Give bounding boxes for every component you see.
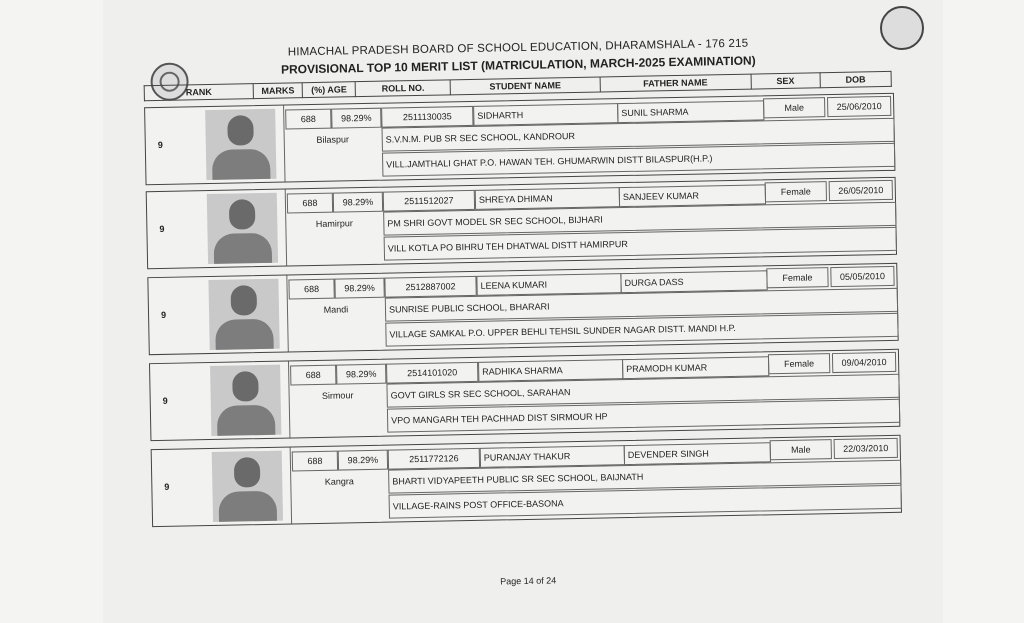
address: VPO MANGARH TEH PACHHAD DIST SIRMOUR HP	[387, 399, 900, 433]
student-name: PURANJAY THAKUR	[480, 445, 625, 468]
sex: Male	[763, 97, 825, 118]
record-1	[144, 93, 895, 185]
student-name: LEENA KUMARI	[476, 273, 621, 296]
rank: 9	[159, 223, 165, 234]
dob: 05/05/2010	[830, 266, 894, 287]
district: Bilaspur	[316, 134, 350, 145]
school: BHARTI VIDYAPEETH PUBLIC SR SEC SCHOOL, BAIJNATH	[388, 460, 901, 494]
district: Sirmour	[321, 390, 354, 401]
record-4	[149, 349, 900, 441]
sex: Female	[766, 267, 828, 288]
student-name: SIDHARTH	[473, 103, 618, 126]
marks: 688	[287, 193, 333, 214]
father-name: DEVENDER SINGH	[624, 442, 771, 465]
record-3	[147, 263, 898, 355]
address: VILLAGE SAMKAL P.O. UPPER BEHLI TEHSIL SUNDER NAGAR DISTT. MANDI H.P.	[385, 313, 898, 347]
record-2	[146, 177, 897, 269]
rank: 9	[160, 309, 167, 320]
marks: 688	[292, 451, 338, 472]
address: VILL KOTLA PO BIHRU TEH DHATWAL DISTT HAMIRPUR	[384, 227, 897, 261]
student-name: SHREYA DHIMAN	[475, 187, 620, 210]
school: PM SHRI GOVT MODEL SR SEC SCHOOL, BIJHARI	[383, 202, 896, 236]
marks: 688	[290, 365, 336, 386]
district: Kangra	[324, 476, 354, 487]
dob: 22/03/2010	[834, 438, 898, 459]
father-name: SUNIL SHARMA	[617, 100, 764, 123]
board-name: HIMACHAL PRADESH BOARD OF SCHOOL EDUCATION, DHARAMSHALA - 176 215	[287, 37, 749, 59]
school: SUNRISE PUBLIC SCHOOL, BHARARI	[385, 288, 898, 322]
father-name: DURGA DASS	[620, 270, 767, 293]
seal-stamp	[880, 6, 924, 50]
address: VILL.JAMTHALI GHAT P.O. HAWAN TEH. GHUMARWIN DISTT BILASPUR(H.P.)	[382, 143, 895, 177]
district: Mandi	[323, 304, 349, 315]
roll-no: 2511512027	[383, 190, 475, 212]
col-roll: ROLL NO.	[355, 80, 450, 97]
col-rank: RANK	[144, 84, 253, 101]
father-name: SANJEEV KUMAR	[619, 184, 766, 207]
dob: 26/05/2010	[829, 180, 893, 201]
school: GOVT GIRLS SR SEC SCHOOL, SARAHAN	[386, 374, 899, 408]
col-marks: MARKS	[253, 83, 302, 99]
rank: 9	[157, 139, 163, 150]
student-photo	[210, 365, 281, 436]
percentage: 98.29%	[338, 450, 388, 471]
col-sex: SEX	[751, 73, 820, 89]
dob: 09/04/2010	[832, 352, 896, 373]
page-number: Page 14 of 24	[500, 575, 557, 587]
school: S.V.N.M. PUB SR SEC SCHOOL, KANDROUR	[382, 118, 895, 152]
roll-no: 2511130035	[381, 106, 473, 128]
roll-no: 2512887002	[384, 276, 476, 298]
sex: Female	[768, 353, 830, 374]
roll-no: 2514101020	[386, 362, 478, 384]
district: Hamirpur	[315, 218, 353, 229]
percentage: 98.29%	[331, 108, 381, 129]
document-page	[103, 0, 943, 623]
percentage: 98.29%	[334, 278, 384, 299]
student-name: RADHIKA SHARMA	[478, 359, 623, 382]
rank: 9	[162, 395, 168, 406]
col-pct: (%) AGE	[302, 82, 355, 98]
col-father: FATHER NAME	[600, 74, 751, 92]
col-student: STUDENT NAME	[450, 77, 599, 95]
record-5	[151, 435, 902, 527]
sex: Male	[770, 439, 832, 460]
father-name: PRAMODH KUMAR	[622, 356, 769, 379]
sex: Female	[765, 181, 827, 202]
rank: 9	[164, 481, 170, 492]
student-photo	[205, 109, 276, 180]
marks: 688	[285, 109, 331, 130]
merit-list-sheet	[117, 0, 928, 615]
student-photo	[208, 279, 279, 350]
address: VILLAGE-RAINS POST OFFICE-BASONA	[389, 485, 902, 519]
student-photo	[212, 451, 283, 522]
student-photo	[207, 193, 278, 264]
marks: 688	[288, 279, 334, 300]
percentage: 98.29%	[336, 364, 386, 385]
col-dob: DOB	[820, 71, 891, 87]
roll-no: 2511772126	[388, 448, 480, 470]
dob: 25/06/2010	[827, 96, 891, 117]
percentage: 98.29%	[333, 192, 383, 213]
list-title: PROVISIONAL TOP 10 MERIT LIST (MATRICULATION, MARCH-2025 EXAMINATION)	[280, 53, 756, 77]
